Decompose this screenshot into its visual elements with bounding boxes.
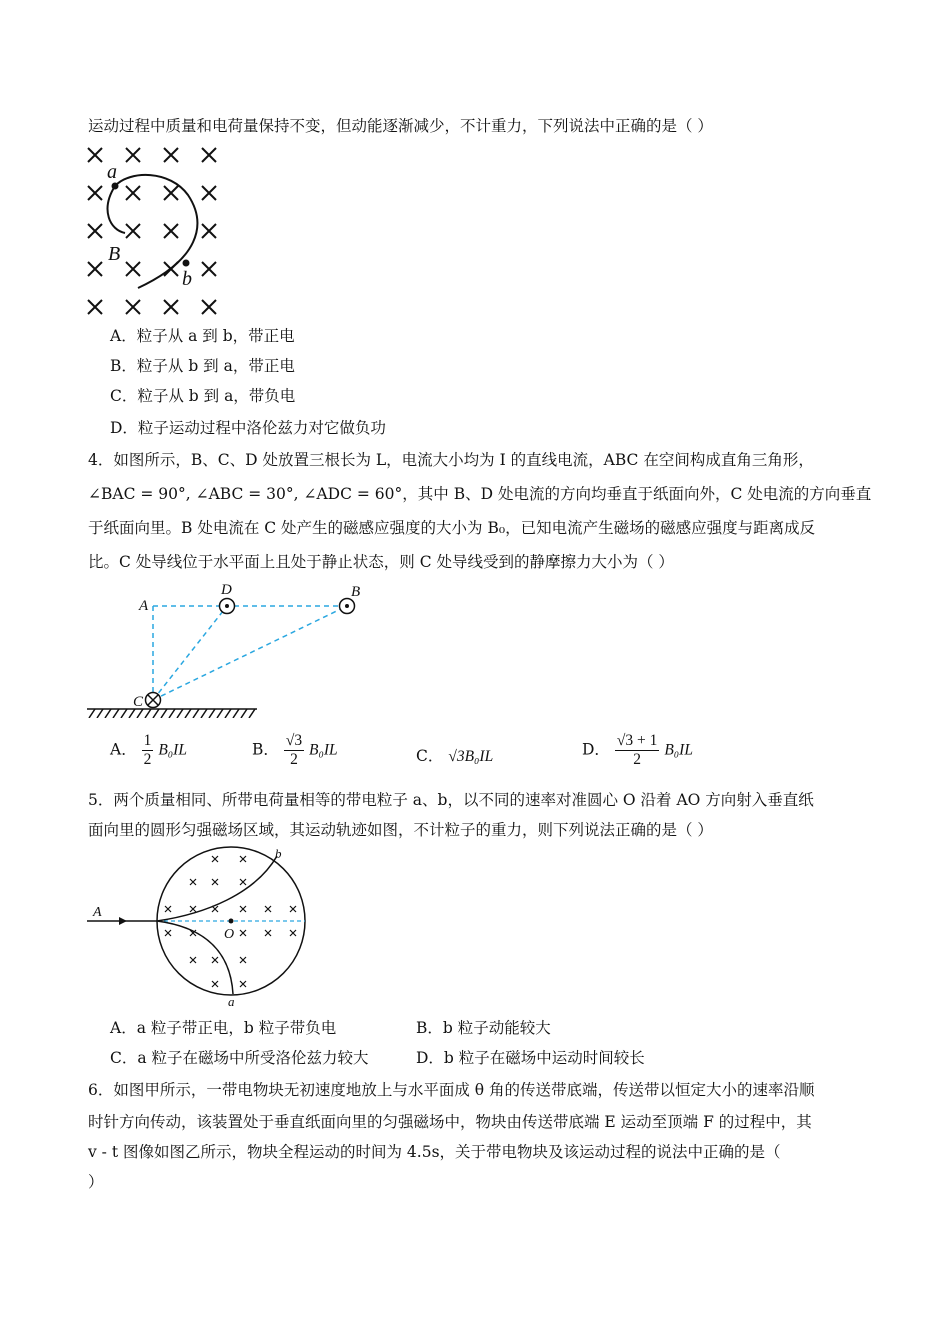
option-letter: B． xyxy=(252,740,279,759)
q5-line-2: 面向里的圆形匀强磁场区域，其运动轨迹如图，不计粒子的重力，则下列说法正确的是（ ） xyxy=(88,821,713,839)
fraction-numerator: √3 + 1 xyxy=(616,732,658,749)
fraction-denominator: 2 xyxy=(633,751,641,768)
option-expression: B₀IL xyxy=(158,741,187,759)
wire-B xyxy=(340,599,355,614)
q4-option-c xyxy=(416,744,493,769)
label-a: a xyxy=(107,161,117,183)
q4-figure xyxy=(85,578,375,718)
q5-figure xyxy=(85,844,320,1014)
option-letter: C． xyxy=(416,747,444,765)
fraction-numerator: √3 xyxy=(285,732,303,749)
label-B: B xyxy=(351,584,361,600)
label-b: b xyxy=(275,846,282,861)
arrow-head xyxy=(119,917,127,925)
label-a: a xyxy=(228,994,235,1009)
label-D: D xyxy=(221,582,232,598)
option-letter: D． xyxy=(582,740,610,759)
q5-option-b: B．b 粒子动能较大 xyxy=(416,1019,551,1037)
q3-option-d: D．粒子运动过程中洛伦兹力对它做负功 xyxy=(110,419,386,437)
option-letter: A． xyxy=(110,740,137,759)
q6-line-3: v - t 图像如图乙所示，物块全程运动的时间为 4.5s，关于带电物块及该运动过程的说法中正确的是（ xyxy=(88,1143,781,1161)
option-expression: √3B₀IL xyxy=(448,748,494,765)
q4-option-b xyxy=(252,732,338,769)
label-O: O xyxy=(224,927,235,942)
q3-option-b: B．粒子从 b 到 a，带正电 xyxy=(110,357,295,375)
label-C: C xyxy=(133,694,144,710)
q3-option-c: C．粒子从 b 到 a，带负电 xyxy=(110,387,296,405)
fraction xyxy=(142,732,154,769)
q6-line-1: 6．如图甲所示，一带电物块无初速度地放上与水平面成 θ 角的传送带底端，传送带以恒定大小的速率沿顺 xyxy=(88,1081,815,1099)
center-O xyxy=(229,919,234,924)
fraction-denominator: 2 xyxy=(290,751,298,768)
fraction xyxy=(615,732,660,769)
cross-r5 xyxy=(88,300,216,314)
q5-option-a: A．a 粒子带正电，b 粒子带负电 xyxy=(110,1019,337,1037)
fraction xyxy=(284,732,304,769)
cross-r2 xyxy=(88,186,216,200)
q5-option-c: C．a 粒子在磁场中所受洛伦兹力较大 xyxy=(110,1049,369,1067)
point-a xyxy=(112,183,119,190)
cross-r1 xyxy=(88,148,216,162)
point-b xyxy=(183,260,190,267)
fraction-denominator: 2 xyxy=(143,751,152,768)
option-expression: B₀IL xyxy=(309,741,338,759)
q5-line-1: 5．两个质量相同、所带电荷量相等的带电粒子 a、b，以不同的速率对准圆心 O 沿着 AO 方向射入垂直纸 xyxy=(88,791,814,809)
option-expression: B₀IL xyxy=(664,741,693,759)
q3-figure xyxy=(80,140,230,320)
q4-line-4: 比。C 处导线位于水平面上且处于静止状态，则 C 处导线受到的静摩擦力大小为（ ） xyxy=(88,553,674,571)
label-A: A xyxy=(139,598,149,614)
fraction-numerator: 1 xyxy=(143,732,152,749)
q4-line-1: 4．如图所示，B、C、D 处放置三根长为 L，电流大小均为 I 的直线电流，ABC 在空间构成直角三角形， xyxy=(88,451,814,469)
label-B: B xyxy=(108,243,121,265)
wire-D xyxy=(220,599,235,614)
q3-option-a: A．粒子从 a 到 b，带正电 xyxy=(110,327,295,345)
q4-option-a xyxy=(110,732,187,769)
q5-option-d: D．b 粒子在磁场中运动时间较长 xyxy=(416,1049,645,1067)
q6-line-2: 时针方向传动，该装置处于垂直纸面向里的匀强磁场中，物块由传送带底端 E 运动至顶端 F 的过程中，其 xyxy=(88,1113,812,1131)
q6-line-4: ） xyxy=(88,1173,104,1191)
triangle-lines xyxy=(153,606,347,700)
q4-line-2: ∠BAC = 90°, ∠ABC = 30°, ∠ADC = 60°，其中 B、D 处电流的方向均垂直于纸面向外，C 处电流的方向垂直 xyxy=(88,485,872,503)
label-A: A xyxy=(93,905,102,920)
label-b: b xyxy=(182,268,192,290)
q4-option-d xyxy=(582,732,693,769)
ground xyxy=(87,709,257,718)
wire-C xyxy=(146,693,161,708)
q3-stem: 运动过程中质量和电荷量保持不变，但动能逐渐减少，不计重力，下列说法中正确的是（ ） xyxy=(88,117,713,135)
q4-line-3: 于纸面向里。B 处电流在 C 处产生的磁感应强度的大小为 B₀，已知电流产生磁场的磁感应强度与距离成反 xyxy=(88,519,816,537)
